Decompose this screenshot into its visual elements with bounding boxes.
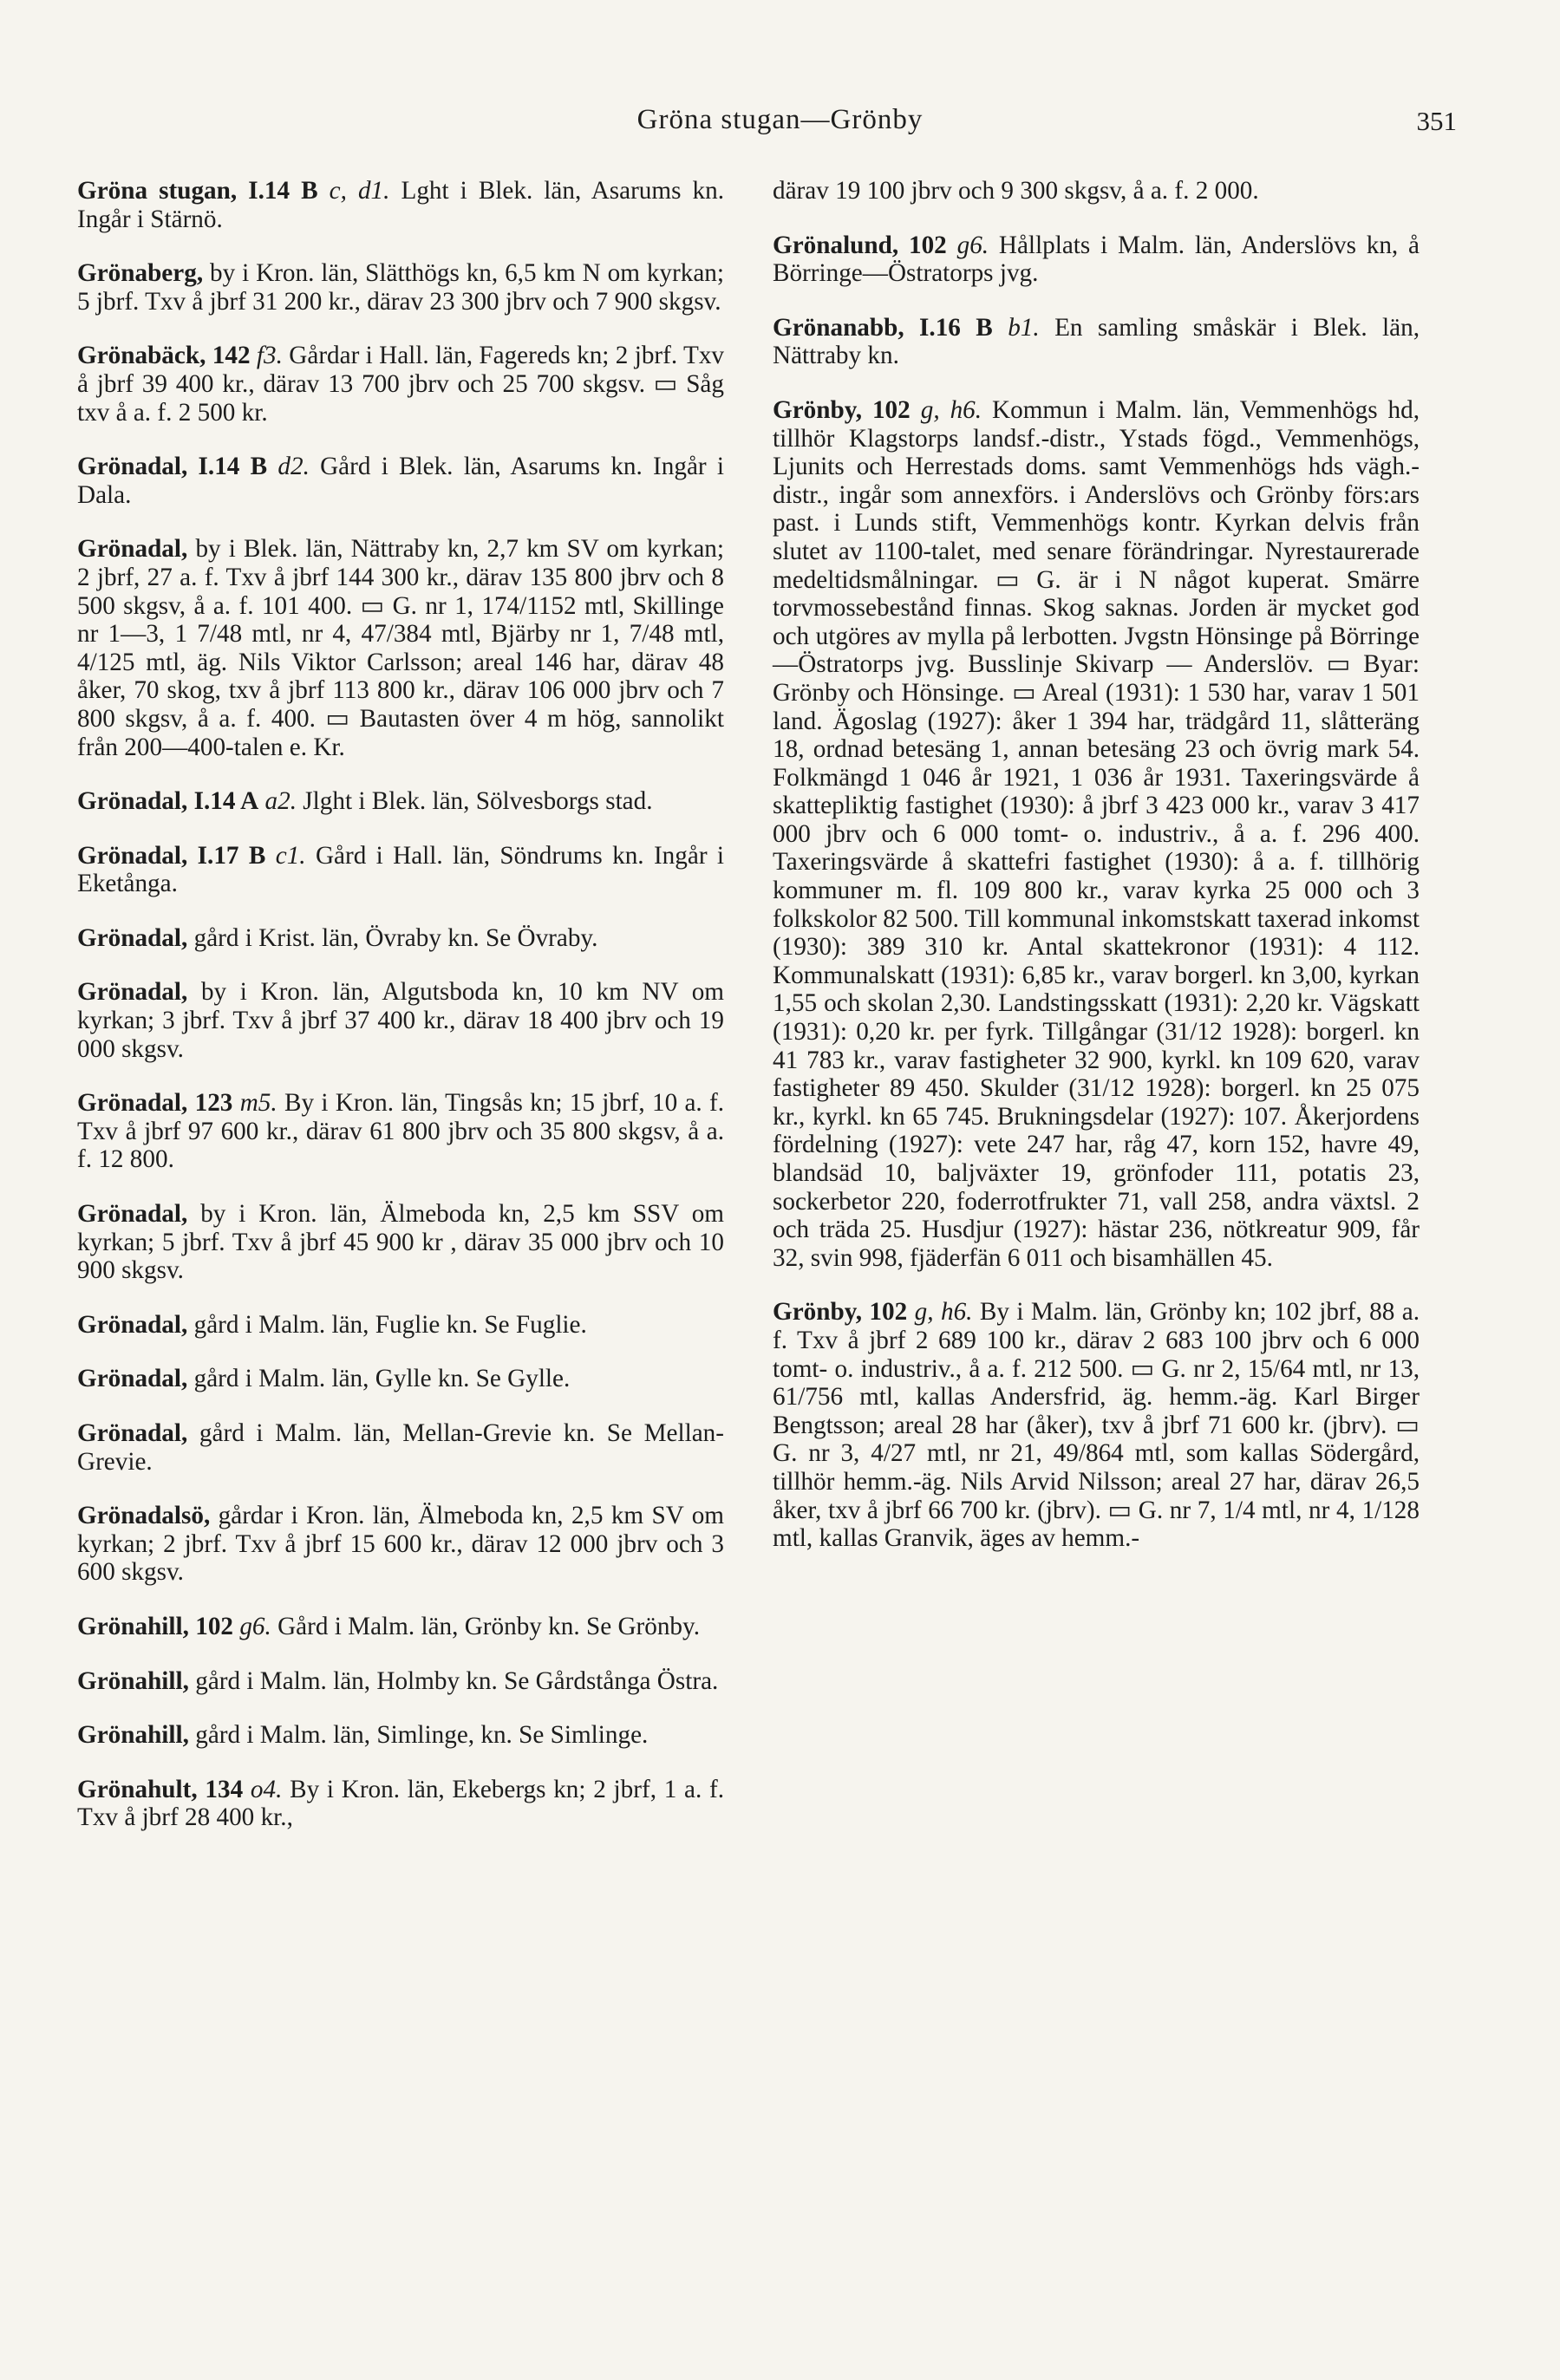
entry (77, 453, 724, 509)
entry-text: By i Kron. län, Tingsås kn; 15 jbrf, 10 a. f. Txv å jbrf 97 600 kr., därav 61 800 jbrv och 35 800 skgsv, å a. f. 12 800. (77, 1089, 725, 1174)
entry-headword: Grönadalsö, (77, 1502, 211, 1530)
entry-headword: Grönadal, I.14 B (77, 453, 268, 481)
entry-text: gård i Malm. län, Simlinge, kn. Se Simlinge. (188, 1721, 649, 1750)
map-reference: c1. (275, 841, 306, 870)
entry (77, 1089, 724, 1174)
entry-headword: Grönadal, (77, 1365, 188, 1393)
entry-headword: Gröna stugan, I.14 B (77, 177, 318, 205)
entry (77, 535, 724, 761)
entry-headword: Grönalund, 102 (773, 231, 947, 259)
entry-headword: Grönadal, I.17 B (77, 841, 266, 870)
entry-headword: Grönadal, (77, 978, 188, 1007)
entry-text: gård i Krist. län, Övraby kn. Se Övraby. (187, 923, 598, 952)
map-reference: o4. (250, 1775, 283, 1803)
entry (77, 1311, 724, 1340)
entry-headword: Grönadal, I.14 A (77, 787, 259, 816)
entry-text: by i Kron. län, Algutsboda kn, 10 km NV om kyrkan; 3 jbrf. Txv å jbrf 37 400 kr., därav 18 400 jbrv och 19 000 skgsv. (77, 978, 724, 1063)
map-reference: m5. (239, 1089, 277, 1118)
page-header (0, 104, 1560, 156)
entry (77, 1365, 724, 1393)
entry-text: by i Kron. län, Slätthögs kn, 6,5 km N om kyrkan; 5 jbrf. Txv å jbrf 31 200 kr., därav 23 300 jbrv och 7 900 skgsv. (77, 259, 724, 316)
entry-headword: Grönahill, (77, 1666, 189, 1695)
right-entries (773, 231, 1420, 1553)
entry-headword: Grönadal, (77, 923, 188, 952)
entry (77, 1721, 724, 1750)
entry (77, 1613, 724, 1641)
entry-text: Gård i Hall. län, Söndrums kn. Ingår i Eketånga. (77, 841, 725, 898)
entry-headword: Grönby, 102 (773, 395, 911, 424)
entry-text: gård i Malm. län, Gylle kn. Se Gylle. (187, 1365, 571, 1393)
entry (77, 1200, 724, 1285)
entry (77, 342, 724, 427)
entry-headword: Grönadal, (77, 1310, 188, 1339)
entry-headword: Grönabäck, 142 (77, 342, 251, 370)
entry-text: Kommun i Malm. län, Vemmenhögs hd, tillhör Klagstorps landsf.-distr., Ystads fögd., Vemmenhögs, Ljunits och Herrestads doms. samt Vemmenhögs hds vägh.-distr., ingår som annexförs. i Anderslövs och Grönby förs:ars past. i Lunds stift, Vemmenhögs kontr. Kyrkan delvis från slutet av 1100-talet, med senare förändringar. Nyrestaurerade medeltidsmålningar. ▭ G. är i N något kuperat. Smärre torvmossebestånd finnas. Skog saknas. Jorden är mycket god och utgöres av mylla på lerbotten. Jvgstn Hönsinge på Börringe—Östratorps jvg. Busslinje Skivarp — Anderslöv. ▭ Byar: Grönby och Hönsinge. ▭ Areal (1931): 1 530 har, varav 1 501 land. Ägoslag (1927): åker 1 394 har, trädgård 11, slåtteräng 18, ordnad betesäng 1, annan betesäng 23 och övrig mark 54. Folkmängd 1 046 år 1921, 1 036 år 1931. Taxeringsvärde å skattepliktig fastighet (1930): å jbrf 3 423 000 kr., varav 3 417 000 jbrv och 6 000 tomt- o. industriv., å a. f. 296 400. Taxeringsvärde å skattefri fastighet (1930): å a. f. tillhörig kommuner m. fl. 109 800 kr., varav kyrka 25 000 och 3 folkskolor 82 500. Till kommunal inkomstskatt taxerad inkomst (1930): 389 310 kr. Antal skattekronor (1931): 4 112. Kommunalskatt (1931): 6,85 kr., varav borgerl. kn 3,00, kyrkan 1,55 och skolan 2,30. Landstingsskatt (1931): 2,20 kr. Vägskatt (1931): 0,20 kr. per fyrk. Tillgångar (31/12 1928): borgerl. kn 41 783 kr., varav fastigheter 32 900, kyrkl. kn 109 620, varav fastigheter 89 450. Skulder (31/12 1928): borgerl. kn 25 075 kr., kyrkl. kn 65 745. Brukningsdelar (1927): 107. Åkerjordens fördelning (1927): vete 247 har, råg 47, korn 152, havre 49, blandsäd 10, baljväxter 19, grönfoder 111, potatis 23, sockerbetor 220, foderrotfrukter 71, vall 258, andra växtsl. 2 och träda 25. Husdjur (1927): hästar 236, nötkreatur 909, får 32, svin 998, fjäderfän 6 011 och bisamhällen 45. (773, 395, 1420, 1272)
entry (77, 1667, 724, 1696)
entry (77, 1776, 724, 1832)
entry (77, 1502, 724, 1587)
map-reference: d2. (277, 453, 310, 481)
entry-text: by i Kron. län, Älmeboda kn, 2,5 km SSV om kyrkan; 5 jbrf. Txv å jbrf 45 900 kr , därav 35 000 jbrv och 10 900 skgsv. (77, 1200, 724, 1285)
entry-text: By i Kron. län, Ekebergs kn; 2 jbrf, 1 a. f. Txv å jbrf 28 400 kr., (77, 1775, 725, 1832)
map-reference: g, h6. (914, 1298, 973, 1327)
entry-headword: Grönanabb, I.16 B (773, 313, 993, 342)
entry-headword: Grönadal, (77, 1200, 188, 1229)
entry-headword: Grönadal, (77, 535, 188, 564)
entry-text: Jlght i Blek. län, Sölvesborgs stad. (297, 787, 653, 816)
entry-text: Gård i Blek. län, Asarums kn. Ingår i Dala. (77, 453, 725, 509)
map-reference: a2. (264, 787, 297, 816)
entry-headword: Grönahill, 102 (77, 1612, 234, 1640)
map-reference: g6. (239, 1612, 271, 1640)
right-column (773, 177, 1420, 1579)
entry (77, 842, 724, 898)
running-title: Gröna stugan—Grönby (636, 104, 924, 135)
entry (77, 177, 724, 233)
entry-headword: Grönby, 102 (773, 1298, 908, 1327)
continuation-text: därav 19 100 jbrv och 9 300 skgsv, å a. f. 2 000. (773, 177, 1259, 205)
entry (773, 314, 1420, 370)
entry-headword: Grönahill, (77, 1721, 189, 1750)
entry (77, 787, 724, 816)
entry (77, 1419, 724, 1476)
entry-text: Gård i Malm. län, Grönby kn. Se Grönby. (271, 1612, 701, 1640)
entry-text: gård i Malm. län, Mellan-Grevie kn. Se Mellan-Grevie. (77, 1419, 724, 1476)
entry-text: En samling småskär i Blek. län, Nättraby kn. (773, 313, 1420, 370)
page-number: 351 (1416, 106, 1457, 136)
entry-headword: Grönadal, 123 (77, 1089, 233, 1118)
map-reference: c, d1. (329, 177, 390, 205)
map-reference: f3. (256, 342, 283, 370)
entry (773, 231, 1420, 288)
entry-text: gårdar i Kron. län, Älmeboda kn, 2,5 km SV om kyrkan; 2 jbrf. Txv å jbrf 15 600 kr., därav 12 000 jbrv och 3 600 skgsv. (77, 1502, 724, 1587)
entry-text: gård i Malm. län, Fuglie kn. Se Fuglie. (187, 1310, 587, 1339)
entry (77, 924, 724, 953)
entry-headword: Grönaberg, (77, 259, 204, 288)
map-reference: b1. (1008, 313, 1040, 342)
entry (77, 259, 724, 316)
entry (773, 1298, 1420, 1552)
entry-headword: Grönahult, 134 (77, 1775, 244, 1803)
left-column (77, 177, 724, 1858)
entry-headword: Grönadal, (77, 1419, 188, 1447)
entry-text: Hållplats i Malm. län, Anderslövs kn, å Börringe—Östratorps jvg. (773, 231, 1420, 288)
entry-text: gård i Malm. län, Holmby kn. Se Gårdstånga Östra. (188, 1666, 719, 1695)
entry (77, 978, 724, 1063)
entry-text: by i Blek. län, Nättraby kn, 2,7 km SV om kyrkan; 2 jbrf, 27 a. f. Txv å jbrf 144 300 kr., därav 135 800 jbrv och 8 500 skgsv, å a. f. 101 400. ▭ G. nr 1, 174/1152 mtl, Skillinge nr 1—3, 1 7/48 mtl, nr 4, 47/384 mtl, Bjärby nr 1, 7/48 mtl, 4/125 mtl, äg. Nils Viktor Carlsson; areal 146 har, därav 48 åker, 70 skog, txv å jbrf 113 800 kr., därav 106 000 jbrv och 7 800 skgsv, å a. f. 400. ▭ Bautasten över 4 m hög, sannolikt från 200—400-talen e. Kr. (77, 535, 724, 761)
entry (773, 396, 1420, 1272)
entry-text: Lght i Blek. län, Asarums kn. Ingår i Stärnö. (77, 177, 724, 233)
map-reference: g, h6. (920, 395, 982, 424)
entry-text: By i Malm. län, Grönby kn; 102 jbrf, 88 a. f. Txv å jbrf 2 689 100 kr., därav 2 683 100 jbrv och 6 000 tomt- o. industriv., å a. f. 212 500. ▭ G. nr 2, 15/64 mtl, nr 13, 61/756 mtl, kallas Andersfrid, äg. hemm.-äg. Karl Birger Bengtsson; areal 28 har (åker), txv å jbrf 71 600 kr. (jbrv). ▭ G. nr 3, 4/27 mtl, nr 21, 49/864 mtl, som kallas Södergård, tillhör hemm.-äg. Nils Arvid Nilsson; areal 27 har, därav 26,5 åker, txv å jbrf 66 700 kr. (jbrv). ▭ G. nr 7, 1/4 mtl, nr 4, 1/128 mtl, kallas Granvik, äges av hemm.- (773, 1298, 1420, 1553)
entry-text: Gårdar i Hall. län, Fagereds kn; 2 jbrf. Txv å jbrf 39 400 kr., därav 13 700 jbrv och 25 700 skgsv. ▭ Såg txv å a. f. 2 500 kr. (77, 342, 725, 427)
map-reference: g6. (956, 231, 989, 259)
